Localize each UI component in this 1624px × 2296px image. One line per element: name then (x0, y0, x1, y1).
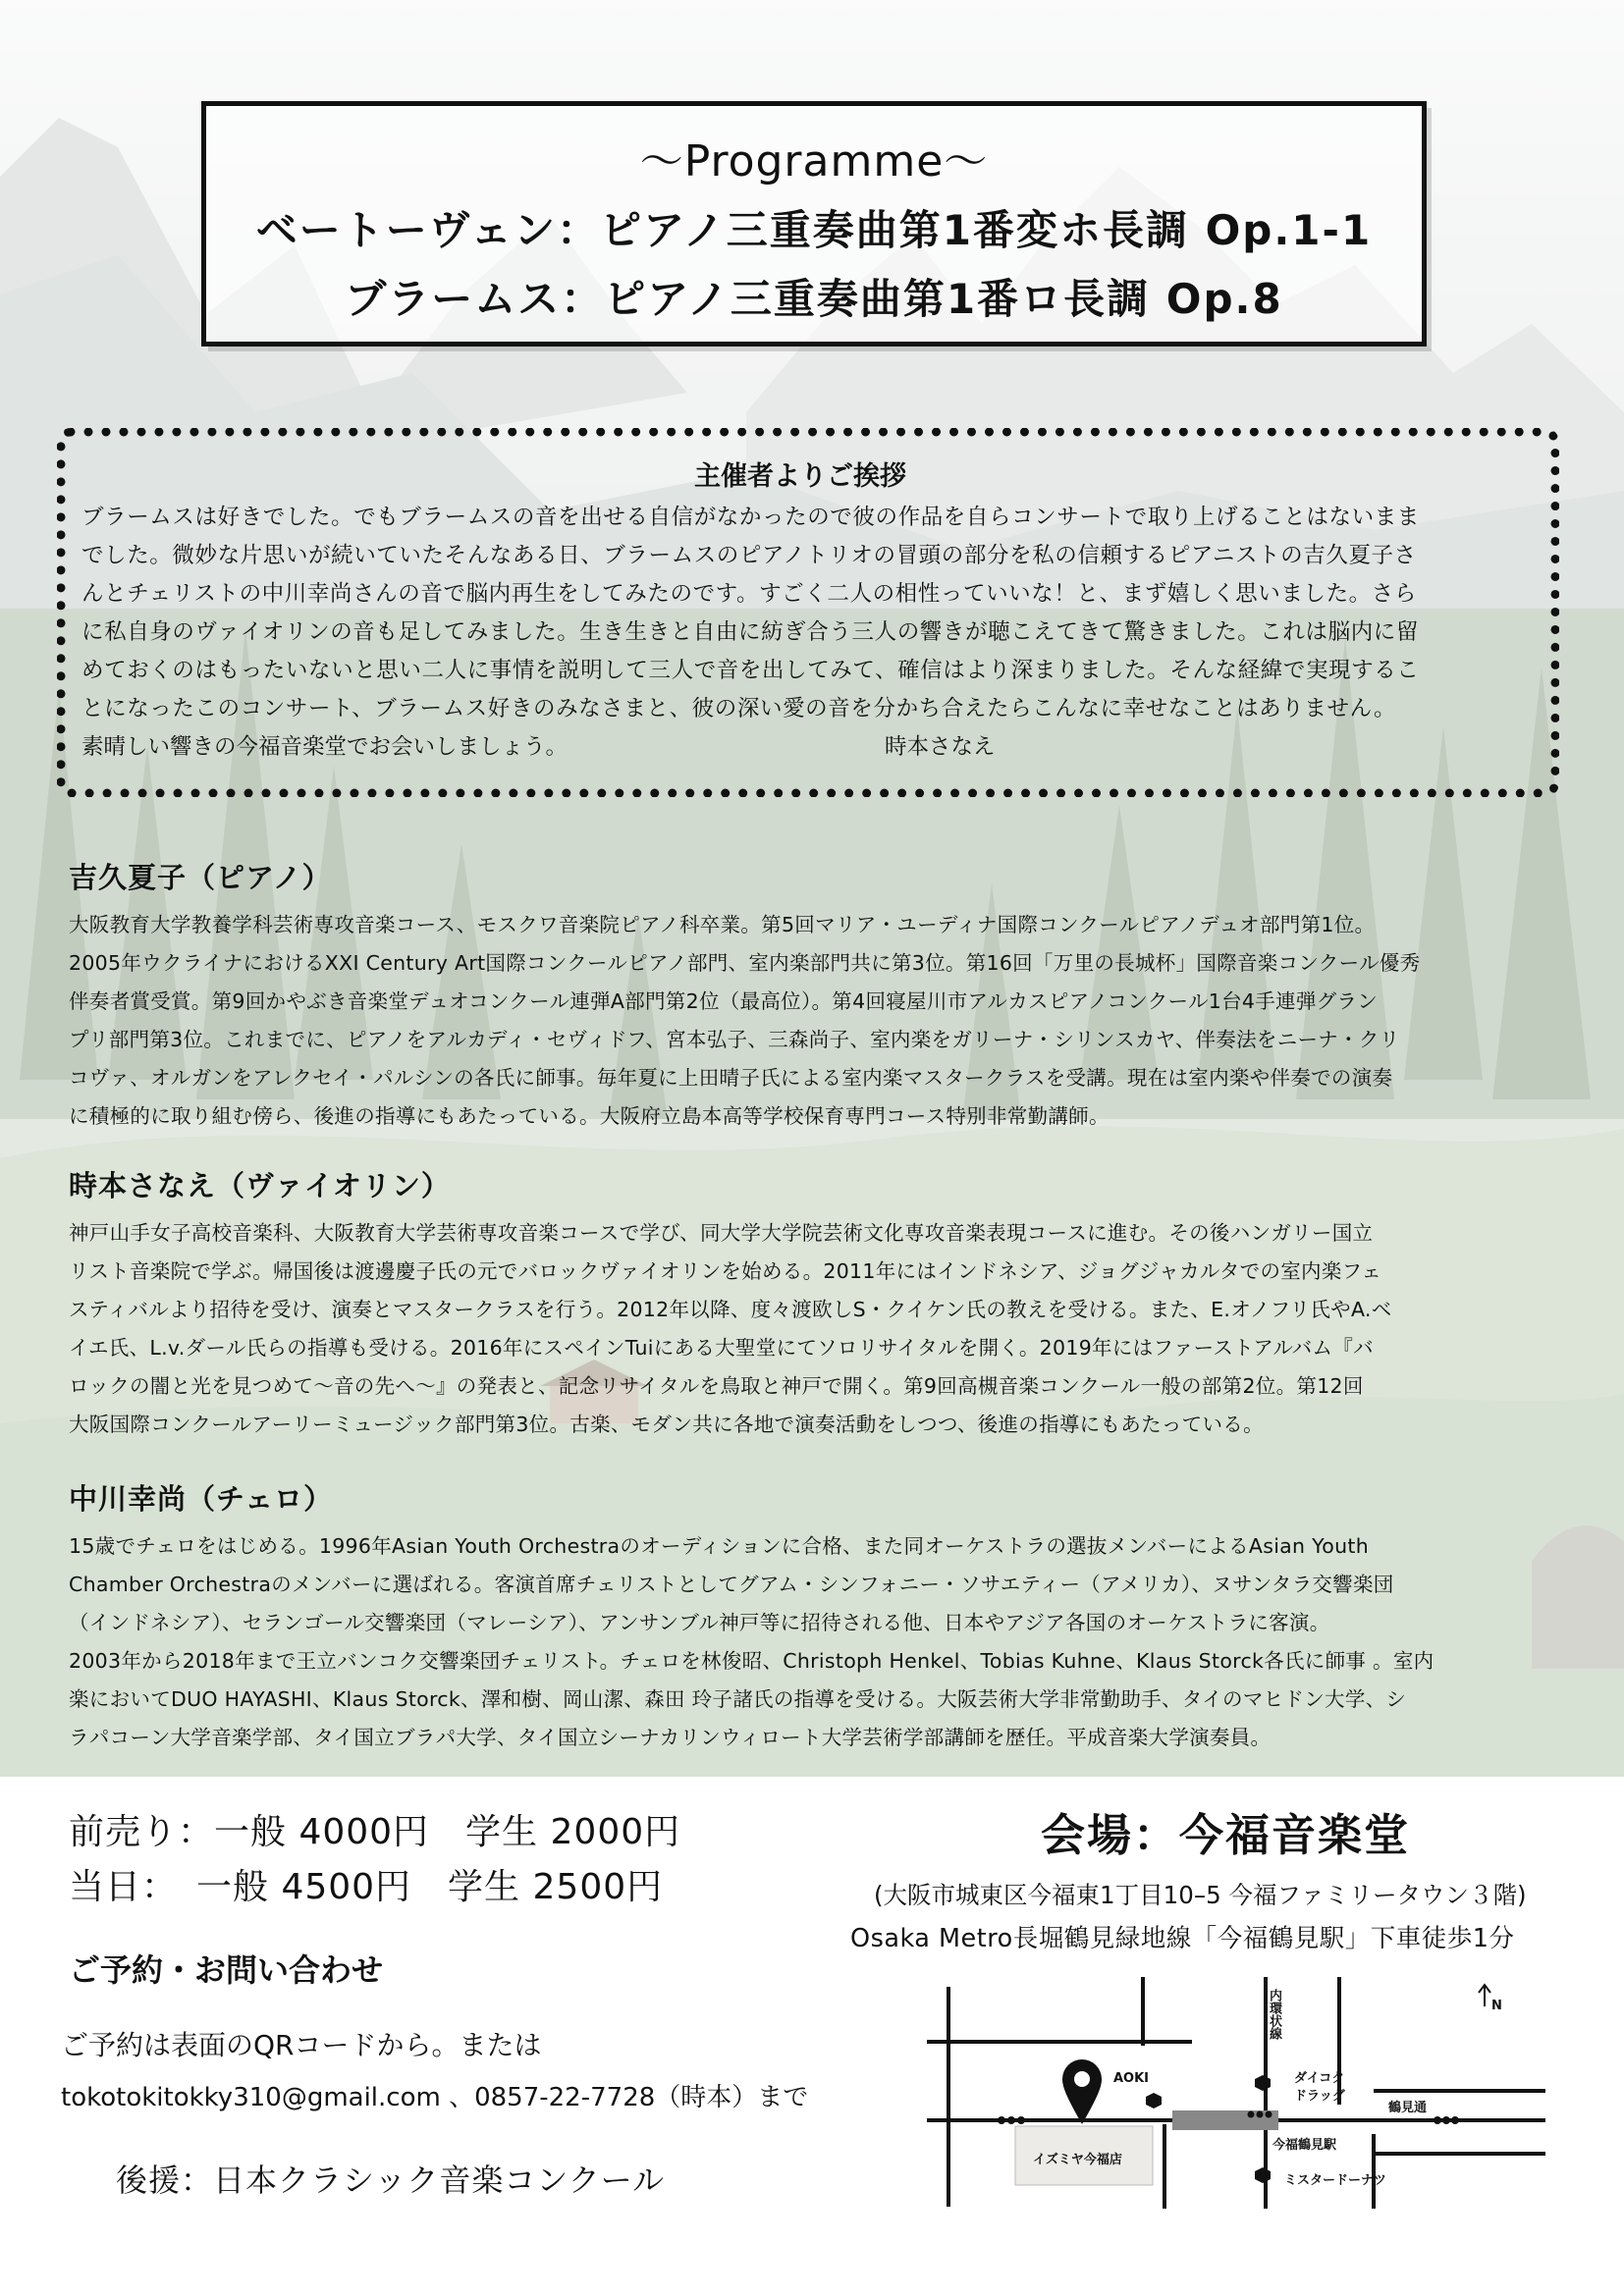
ticket-price-door: 当日： 一般 4500円 学生 2500円 (69, 1867, 664, 1907)
ticket-price-advance: 前売り：一般 4000円 学生 2000円 (69, 1812, 681, 1852)
location-pin-icon (1062, 2059, 1102, 2124)
greeting-heading: 主催者よりご挨拶 (694, 461, 906, 492)
bio-line: リスト音楽院で学ぶ。帰国後は渡邊慶子氏の元でバロックヴァイオリンを始める。2011年にはインドネシア、ジョグジャカルタでの室内楽フェ (69, 1259, 1382, 1283)
bio-line: に積極的に取り組む傍ら、後進の指導にもあたっている。大阪府立島本高等学校保育専門コース特別非常勤講師。 (69, 1104, 1110, 1128)
bio-cellist (69, 1477, 1561, 1757)
bio-name: 中川幸尚（チェロ） (69, 1482, 334, 1516)
bio-line: ロックの闇と光を見つめて〜音の先へ〜』の発表と、記念リサイタルを鳥取と神戸で開く。第9回高槻音楽コンクール一般の部第2位。第12回 (69, 1374, 1364, 1398)
bio-line: 神戸山手女子高校音楽科、大阪教育大学芸術専攻音楽コースで学び、同大学大学院芸術文化専攻音楽表現コースに進む。その後ハンガリー国立 (69, 1221, 1374, 1245)
bio-line: 2003年から2018年まで王立バンコク交響楽団チェリスト。チェロを林俊昭、Christoph Henkel、Tobias Kuhne、Klaus Storck各氏に師事 。室内 (69, 1649, 1435, 1673)
bio-line: （インドネシア）、セランゴール交響楽団（マレーシア）、アンサンブル神戸等に招待される他、日本やアジア各国のオーケストラに客演。 (69, 1611, 1330, 1634)
programme-piece-beethoven: ベートーヴェン：ピアノ三重奏曲第1番変ホ長調 Op.1-1 (255, 206, 1373, 254)
map-label-daikoku: ダイコク (1294, 2071, 1345, 2086)
bio-name: 吉久夏子（ピアノ） (69, 861, 332, 894)
bio-line: イエ氏、L.v.ダール氏らの指導も受ける。2016年にスペインTuiにある大聖堂にてソロリサイタルを開く。2019年にはファーストアルバム『バ (69, 1336, 1374, 1360)
bio-name: 時本さなえ（ヴァイオリン） (69, 1169, 451, 1202)
greeting-signature: 時本さなえ (885, 734, 996, 760)
reservation-title: ご予約・お問い合わせ (69, 1951, 384, 1989)
venue-address: (大阪市城東区今福東1丁目10–5 今福ファミリータウン３階) (874, 1881, 1527, 1909)
map-roads (927, 1977, 1555, 2209)
map-label-tsurumi-dori: 鶴見通 (1388, 2101, 1428, 2115)
greeting-line: めておくのはもったいないと思い二人に事情を説明して三人で音を出してみて、確信はより深まりました。そんな経緯で実現するこ (81, 658, 1420, 683)
bio-line: ラパコーン大学音楽学部、タイ国立ブラパ大学、タイ国立シーナカリンウィロート大学芸術学部講師を歴任。平成音楽大学演奏員。 (69, 1726, 1272, 1749)
venue-access: Osaka Metro長堀鶴見緑地線「今福鶴見駅」下車徒歩1分 (850, 1924, 1515, 1953)
greeting-closing: 素晴しい響きの今福音楽堂でお会いしましょう。 (81, 734, 568, 760)
bio-pianist (69, 856, 1561, 1136)
bio-line: Chamber Orchestraのメンバーに選ばれる。客演首席チェリストとしてグアム・シンフォニー・ソサエティー（アメリカ）、ヌサンタラ交響楽団 (69, 1573, 1394, 1596)
greeting-closing-row (81, 728, 1519, 767)
bio-line: 楽においてDUO HAYASHI、Klaus Storck、澤和樹、岡山潔、森田 玲子諸氏の指導を受ける。大阪芸術大学非常勤助手、タイのマヒドン大学、シ (69, 1687, 1407, 1711)
programme-box (201, 101, 1427, 347)
bio-line: 大阪国際コンクールアーリーミュージック部門第3位。古楽、モダン共に各地で演奏活動をしつつ、後進の指導にもあたっている。 (69, 1413, 1264, 1436)
map-label-aoki: AOKI (1113, 2071, 1150, 2086)
bio-line: 2005年ウクライナにおけるXXI Century Art国際コンクールピアノ部門、室内楽部門共に第3位。第16回「万里の長城杯」国際音楽コンクール優秀 (69, 951, 1421, 975)
map-label-izumiya: イズミヤ今福店 (1033, 2153, 1122, 2167)
greeting-line: んとチェリストの中川幸尚さんの音で脳内再生をしてみたのです。すごく二人の相性っていいな！と、まず嬉しく思いました。さら (81, 581, 1417, 607)
map-label-misdo: ミスタードーナツ (1284, 2173, 1386, 2188)
bio-line: スティバルより招待を受け、演奏とマスタークラスを行う。2012年以降、度々渡欧しS・クイケン氏の教えを受ける。また、E.オノフリ氏やA.ベ (69, 1298, 1392, 1321)
bio-violinist (69, 1164, 1561, 1444)
programme-title: ～Programme～ (639, 136, 989, 187)
reservation-line-qr: ご予約は表面のQRコードから。または (61, 2029, 542, 2061)
bio-line: 伴奏者賞受賞。第9回かやぶき音楽堂デュオコンクール連弾A部門第2位（最高位）。第4回寝屋川市アルカスピアノコンクール1台4手連弾グラン (69, 989, 1379, 1013)
venue-map (927, 1977, 1555, 2209)
support-credit: 後援：日本クラシック音楽コンクール (116, 2162, 666, 2199)
map-label-naikan: 内環状線 (1267, 1989, 1281, 2040)
venue-name: 会場：今福音楽堂 (1041, 1809, 1411, 1861)
map-label-station: 今福鶴見駅 (1272, 2138, 1337, 2153)
programme-piece-brahms: ブラームス：ピアノ三重奏曲第1番ロ長調 Op.8 (345, 275, 1283, 323)
bio-line: 15歳でチェロをはじめる。1996年Asian Youth Orchestraのオーディションに合格、また同オーケストラの選抜メンバーによるAsian Youth (69, 1534, 1370, 1558)
greeting-line: ブラームスは好きでした。でもブラームスの音を出せる自信がなかったので彼の作品を自らコンサートで取り上げることはないまま (81, 505, 1420, 530)
map-label-north: N (1491, 1999, 1502, 2013)
map-label-drug: ドラッグ (1294, 2089, 1345, 2104)
organizer-greeting-box (57, 428, 1559, 797)
greeting-line: とになったこのコンサート、ブラームス好きのみなさまと、彼の深い愛の音を分かち合えたらこんなに幸せなことはありません。 (81, 696, 1397, 721)
bio-line: コヴァ、オルガンをアレクセイ・パルシンの各氏に師事。毎年夏に上田晴子氏による室内楽マスタークラスを受講。現在は室内楽や伴奏での演奏 (69, 1066, 1393, 1090)
bio-line: プリ部門第3位。これまでに、ピアノをアルカディ・セヴィドフ、宮本弘子、三森尚子、室内楽をガリーナ・シリンスカヤ、伴奏法をニーナ・クリ (69, 1028, 1400, 1051)
north-arrow-icon (1479, 1985, 1490, 2006)
greeting-line: に私自身のヴァイオリンの音も足してみました。生き生きと自由に紡ぎ合う三人の響きが聴こえてきて驚きました。これは脳内に留 (81, 619, 1420, 645)
greeting-line: でした。微妙な片思いが続いていたそんなある日、ブラームスのピアノトリオの冒頭の部分を私の信頼するピアニストの吉久夏子さ (81, 543, 1417, 568)
reservation-contact[interactable]: tokotokitokky310@gmail.com 、0857-22-7728（時本）まで (61, 2083, 809, 2112)
bio-line: 大阪教育大学教養学科芸術専攻音楽コース、モスクワ音楽院ピアノ科卒業。第5回マリア・ユーディナ国際コンクールピアノデュオ部門第1位。 (69, 913, 1376, 936)
